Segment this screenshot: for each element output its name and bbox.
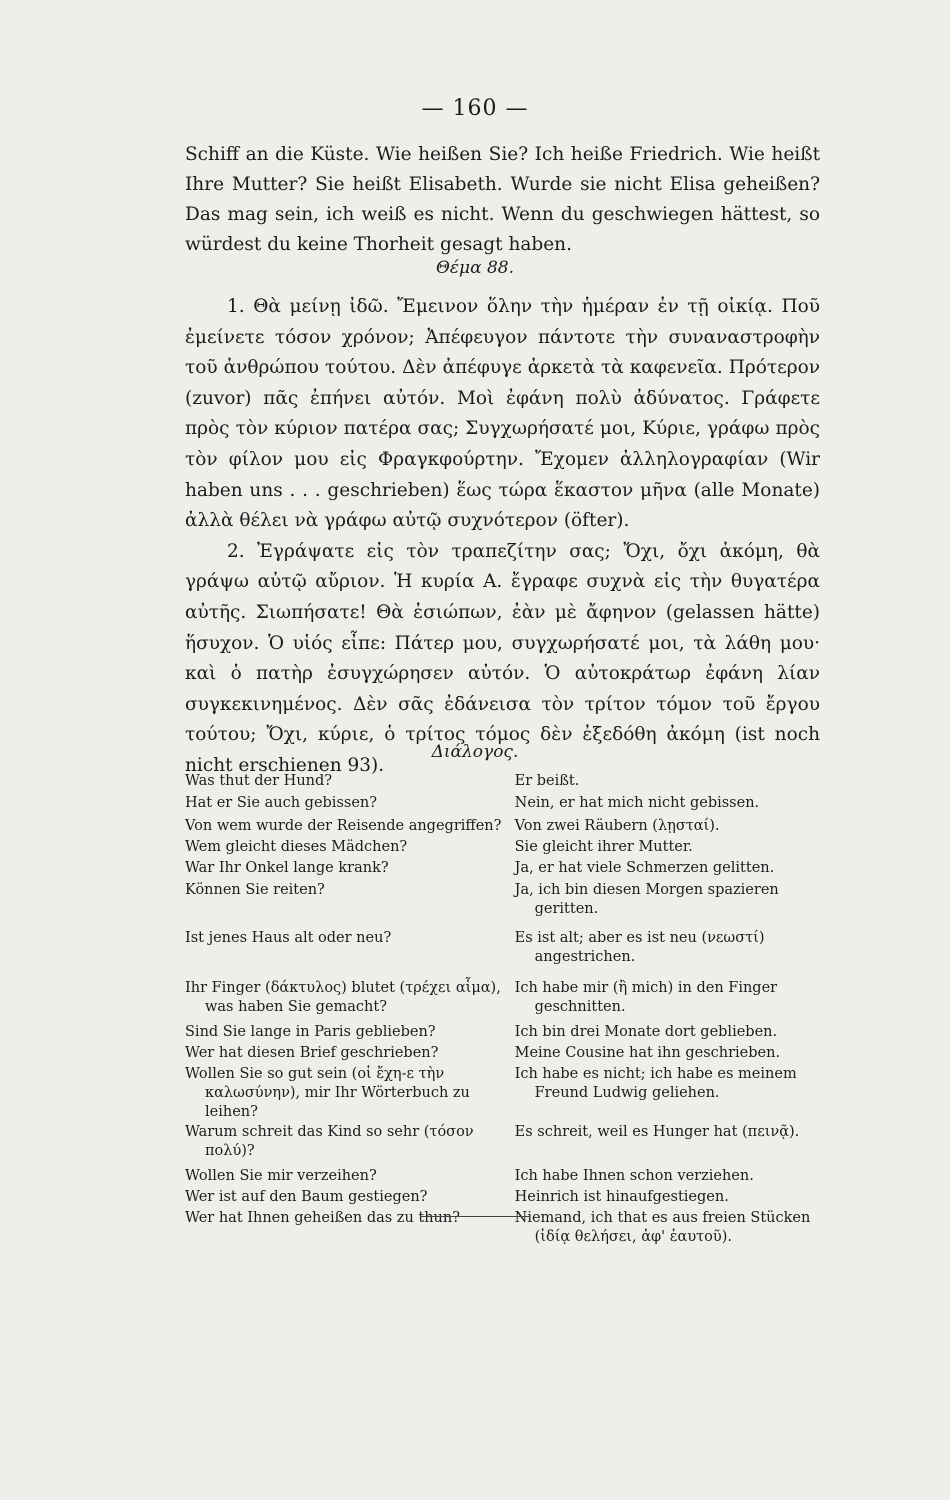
dialog-answer: Heinrich ist hinaufgestiegen. — [514, 1189, 729, 1205]
dialog-answer: Sie gleicht ihrer Mutter. — [514, 839, 693, 855]
dialog-answer: Von zwei Räubern (λῃσταί). — [514, 818, 720, 834]
dialog-answer: Es schreit, weil es Hunger hat (πεινᾷ). — [514, 1124, 800, 1140]
dialog-question: Wem gleicht dieses Mädchen? — [185, 839, 408, 855]
end-rule — [420, 1216, 530, 1217]
dialog-row — [185, 1188, 825, 1209]
dialog-question: Hat er Sie auch gebissen? — [185, 795, 378, 811]
dialog-row — [185, 1023, 825, 1044]
dialog-answer: Ich habe Ihnen schon verziehen. — [514, 1168, 754, 1184]
dialog-answer: Es ist alt; aber es ist neu (νεωστί) angestrichen. — [514, 930, 765, 965]
dialog-answer: Ich habe mir (ἢ mich) in den Finger geschnitten. — [514, 980, 778, 1015]
dialog-title: Διάλογος. — [431, 742, 519, 762]
dialog-question: Wollen Sie so gut sein (οἱ ἔχη-ε τὴν καλωσύνην), mir Ihr Wörterbuch zu leihen? — [185, 1066, 470, 1120]
dialog-answer: Ja, er hat viele Schmerzen gelitten. — [514, 860, 775, 876]
dialog-row — [185, 859, 825, 881]
dialog-table — [185, 772, 825, 1249]
dialog-answer: Ich bin drei Monate dort geblieben. — [514, 1024, 778, 1040]
theme-paragraph-1: 1. Θὰ μείνῃ ἰδῶ. Ἔμεινον ὅλην τὴν ἡμέραν ἐν τῇ οἰκίᾳ. Ποῦ ἐμείνετε τόσον χρόνον; Ἀπέφευγον πάντοτε τὴν συναναστροφὴν τοῦ ἀνθρώπου τούτου. Δὲν ἀπέφυγε ἀρκετὰ τὰ καφενεῖα. Πρότερον (zuvor) πᾶς ἐπήνει αὐτόν. Μοὶ ἐφάνη πολὺ ἀδύνατος. Γράφετε πρὸς τὸν κύριον πατέρα σας; Συγχωρήσατέ μοι, Κύριε, γράφω πρὸς τὸν φίλον μου εἰς Φραγκφούρτην. Ἔχομεν ἀλληλογραφίαν (Wir haben uns . . . geschrieben) ἕως τώρα ἕκαστον μῆνα (alle Monate) ἀλλὰ θέλει νὰ γράφω αὐτῷ συχνότερον (öfter). — [185, 296, 820, 532]
dialog-answer: Ich habe es nicht; ich habe es meinem Freund Ludwig geliehen. — [514, 1066, 797, 1101]
page-number: — 160 — — [421, 96, 529, 121]
dialog-answer: Nein, er hat mich nicht gebissen. — [514, 795, 760, 811]
dialog-answer: Er beißt. — [514, 773, 580, 789]
dialog-row — [185, 1065, 825, 1123]
dialog-row — [185, 794, 825, 817]
dialog-answer: Niemand, ich that es aus freien Stücken (ἰδίᾳ θελήσει, ἀφ' ἑαυτοῦ). — [514, 1210, 811, 1245]
dialog-answer: Meine Cousine hat ihn geschrieben. — [514, 1045, 781, 1061]
dialog-question: Was thut der Hund? — [185, 773, 333, 789]
dialog-question: Ist jenes Haus alt oder neu? — [185, 930, 392, 946]
dialog-question: War Ihr Onkel lange krank? — [185, 860, 389, 876]
dialog-row — [185, 1044, 825, 1065]
dialog-row — [185, 838, 825, 859]
intro-paragraph: Schiff an die Küste. Wie heißen Sie? Ich heiße Friedrich. Wie heißt Ihre Mutter? Sie heißt Elisabeth. Wurde sie nicht Elisa geheißen? Das mag sein, ich weiß es nicht. Wenn du geschwiegen hättest, so würdest du keine Thorheit gesagt haben. — [185, 144, 820, 255]
dialog-row — [185, 1209, 825, 1249]
theme-title: Θέμα 88. — [435, 258, 515, 278]
dialog-question: Sind Sie lange in Paris geblieben? — [185, 1024, 436, 1040]
dialog-row — [185, 929, 825, 979]
dialog-row — [185, 1167, 825, 1188]
theme-paragraph-2: 2. Ἐγράψατε εἰς τὸν τραπεζίτην σας; Ὄχι, ὄχι ἀκόμη, θὰ γράψω αὐτῷ αὔριον. Ἡ κυρία Α. ἔγραφε συχνὰ εἰς τὴν θυγατέρα αὐτῆς. Σιωπήσατε! Θὰ ἐσιώπων, ἐὰν μὲ ἄφηνον (gelassen hätte) ἥσυχον. Ὁ υἱός εἶπε: Πάτερ μου, συγχωρήσατέ μοι, τὰ λάθη μου· καὶ ὁ πατὴρ ἐσυγχώρησεν αὐτόν. Ὁ αὐτοκράτωρ ἐφάνη λίαν συγκεκινημένος. Δὲν σᾶς ἐδάνεισα τὸν τρίτον τόμον τοῦ ἔργου τούτου; Ὄχι, κύριε, ὁ τρίτος τόμος δὲν ἐξεδόθη ἀκόμη (ist noch nicht erschienen 93). — [185, 540, 820, 776]
dialog-question: Können Sie reiten? — [185, 882, 325, 898]
dialog-question: Wer hat diesen Brief geschrieben? — [185, 1045, 439, 1061]
dialog-answer: Ja, ich bin diesen Morgen spazieren geritten. — [514, 882, 779, 917]
dialog-question: Von wem wurde der Reisende angegriffen? — [185, 818, 502, 834]
dialog-row — [185, 817, 825, 838]
dialog-row — [185, 1123, 825, 1167]
dialog-question: Warum schreit das Kind so sehr (τόσον πολύ)? — [185, 1124, 474, 1159]
dialog-question: Ihr Finger (δάκτυλος) blutet (τρέχει αἷμα), was haben Sie gemacht? — [185, 980, 501, 1015]
dialog-question: Wollen Sie mir verzeihen? — [185, 1168, 377, 1184]
dialog-question: Wer ist auf den Baum gestiegen? — [185, 1189, 428, 1205]
theme-exercise — [185, 292, 820, 782]
dialog-row — [185, 772, 825, 794]
dialog-row — [185, 979, 825, 1023]
dialog-question: Wer hat Ihnen geheißen das zu thun? — [185, 1210, 461, 1226]
dialog-row — [185, 881, 825, 929]
